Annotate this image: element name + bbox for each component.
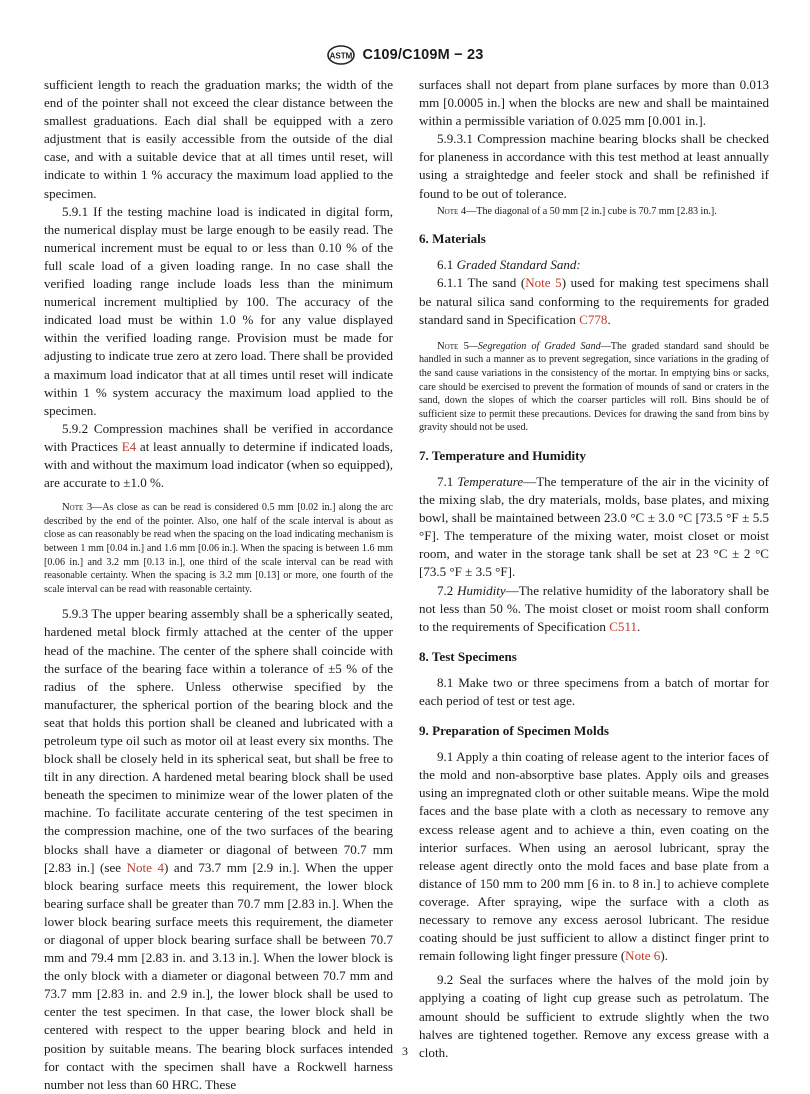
section-6-1: 6.1 Graded Standard Sand: bbox=[437, 257, 581, 273]
right-column bbox=[419, 76, 769, 1062]
section-5-9-1: 5.9.1 If the testing machine load is indicated in digital form, the numerical display must be large enough to be easily read. The numerical increment must be equal to or less than 0.10 % of the full scale load of a given loading range. In no case shall the verified loading range include loads less than the minimum numerical increment multiplied by 100. The accuracy of the indicated load must be within 1.0 % for any value displayed within the verified loading range. Provision must be made for adjusting to indicate true zero at zero load. There shall be provided a maximum load indicator that at all times until reset will indicate within 1 % system accuracy the maximum load applied to the specimen. bbox=[44, 203, 393, 418]
left-column bbox=[44, 76, 393, 1094]
paragraph-continuation-right: surfaces shall not depart from plane surfaces by more than 0.013 mm [0.0005 in.] when the blocks are new and shall be maintained within a permissible variation of 0.025 mm [0.001 in.]. bbox=[419, 77, 769, 129]
heading-test-specimens: 8. Test Specimens bbox=[419, 648, 517, 664]
link-note-5[interactable]: Note 5 bbox=[525, 275, 562, 291]
section-5-9-2: 5.9.2 Compression machines shall be verified in accordance with Practices E4 at least annually to determine if indicated loads, with and without the maximum load indicator (when so equipped), are accurate to ±1.0 %. bbox=[44, 420, 393, 491]
page-number: 3 bbox=[402, 1044, 408, 1058]
note-5: Note 5—Segregation of Graded Sand—The graded standard sand should be handled in such a manner as to prevent segregation, since variations in the grading of the sand cause variations in the consistency of the mortar. In emptying bins or sacks, care should be exercised to prevent the formation of mounds of sand or craters in the sand, down the slopes of which the coarser particles will roll. Bins should be of sufficient size to permit these precautions. Devices for drawing the sand from bins by gravity should not be used. bbox=[419, 340, 770, 434]
note-3: Note 3—As close as can be read is considered 0.5 mm [0.02 in.] along the arc described by the end of the pointer. Also, one half of the scale interval is about as close as can reasonably be read when the spacing on the load indicating mechanism is between 1 mm [0.04 in.] and 1.6 mm [0.06 in.]. When the spacing is between 1.6 mm [0.06 in.] and 3.2 mm [0.13 in.], one third of the scale interval can be read with reasonable certainty. When the spacing is 3.2 mm [0.13] or more, one fourth of the scale interval can be read with reasonable certainty. bbox=[44, 502, 393, 595]
svg-text:ASTM: ASTM bbox=[330, 51, 353, 61]
section-5-9-3: 5.9.3 The upper bearing assembly shall be a spherically seated, hardened metal block firmly attached at the center of the upper head of the machine. The center of the sphere shall coincide with the surface of the bearing face within a tolerance of ±5 % of the radius of the sphere. Unless otherwise specified by the manufacturer, the spherical portion of the bearing block and the seat that holds this portion shall be cleaned and lubricated with a petroleum type oil such as motor oil at least every six months. The block shall be closely held in its spherical seat, but shall be free to tilt in any direction. A hardened metal bearing block shall be used beneath the specimen to minimize wear of the lower platen of the machine. To facilitate accurate centering of the test specimen in the compression machine, one of the two surfaces of the bearing blocks shall have a diameter or diagonal of between 70.7 mm [2.83 in.] (see Note 4) and 73.7 mm [2.9 in.]. When the upper block bearing surface meets this requirement, the lower block bearing surface shall be greater than 70.7 mm [2.83 in.]. When the lower block bearing surface meets this requirement, the diameter or diagonal of upper block bearing surface shall be between 70.7 mm and 79.4 mm [2.83 in. and 3.13 in.]. When the lower block is the only block with a diameter or diagonal between 70.7 mm and 73.7 mm [2.83 in. and 2.9 in.], the lower block shall be used to center the test specimen. In that case, the lower block shall be centered with respect to the upper bearing block and held in position by suitable means. The bearing block surfaces intended for contact with the specimen shall have a Rockwell harness number not less than 60 HRC. These bbox=[44, 606, 393, 1092]
link-c778[interactable]: C778 bbox=[579, 311, 608, 327]
link-note-6[interactable]: Note 6 bbox=[625, 948, 661, 964]
section-6-1-1: 6.1.1 The sand (Note 5) used for making test specimens shall be natural silica sand conforming to the requirements for graded standard sand in Specification C778. bbox=[419, 275, 769, 327]
section-9-2: 9.2 Seal the surfaces where the halves of the mold join by applying a coating of light cup grease such as petrolatum. The amount should be sufficient to extrude slightly when the two halves are tightened together. Remove any excess grease with a cloth. bbox=[419, 972, 769, 1060]
link-c511[interactable]: C511 bbox=[609, 618, 638, 634]
page-header bbox=[0, 44, 810, 66]
section-5-9-3-1: 5.9.3.1 Compression machine bearing blocks shall be checked for planeness in accordance with this test method at least annually using a straightedge and feeler stock and shall be refinished if found to be out of tolerance. bbox=[419, 131, 769, 201]
paragraph-continuation: sufficient length to reach the graduation marks; the width of the end of the pointer shall not exceed the clear distance between the smallest graduations. Each dial shall be equipped with a zero adjustment that is easily accessible from the outside of the dial case, and with a suitable device that at all times until reset, will indicate to within 1 % accuracy the maximum load applied to the specimen. bbox=[44, 77, 393, 201]
link-note-4[interactable]: Note 4 bbox=[126, 859, 165, 875]
heading-materials: 6. Materials bbox=[419, 231, 486, 247]
section-9-1: 9.1 Apply a thin coating of release agent to the interior faces of the mold and non-absorptive base plates. Apply oils and greases using an impregnated cloth or other suitable means. Wipe the mold faces and the base plate with a cloth as necessary to remove any excess release agent and to achieve a thin, even coating on the interior surfaces. When using an aerosol lubricant, spray the release agent directly onto the mold faces and base plate from a distance of 150 mm to 200 mm [6 in. to 8 in.] to achieve complete coverage. After spraying, wipe the surface with a cloth as necessary to remove any excess aerosol lubricant. The residue coating should be just sufficient to allow a distinct finger print to remain following light finger pressure (Note 6). bbox=[419, 749, 769, 964]
section-8-1: 8.1 Make two or three specimens from a batch of mortar for each period of test or test age. bbox=[419, 674, 769, 708]
section-7-1: 7.1 Temperature—The temperature of the air in the vicinity of the mixing slab, the dry materials, molds, base plates, and mixing bowl, shall be maintained between 23.0 °C ± 3.0 °C [73.5 °F ± 5.5 °F]. The temperature of the mixing water, moist closet or moist room, and water in the storage tank shall be set at 23 °C ± 2 °C [73.5 °F ± 3.5 °F]. bbox=[419, 473, 769, 580]
heading-preparation-molds: 9. Preparation of Specimen Molds bbox=[419, 723, 609, 739]
note-4: Note 4—The diagonal of a 50 mm [2 in.] cube is 70.7 mm [2.83 in.]. bbox=[437, 205, 717, 217]
section-7-2: 7.2 Humidity—The relative humidity of the laboratory shall be not less than 50 %. The moist closet or moist room shall conform to the requirements of Specification C511. bbox=[419, 582, 769, 634]
heading-temperature-humidity: 7. Temperature and Humidity bbox=[419, 447, 587, 463]
link-e4[interactable]: E4 bbox=[121, 438, 137, 454]
astm-logo-icon bbox=[326, 44, 356, 66]
document-id: C109/C109M − 23 bbox=[362, 47, 484, 63]
